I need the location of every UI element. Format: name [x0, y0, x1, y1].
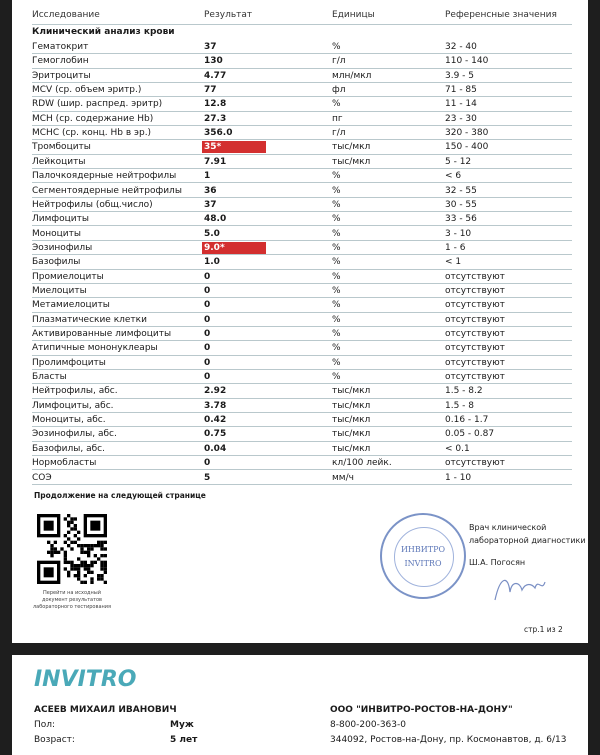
units: %: [332, 271, 341, 282]
qr-module: [100, 561, 103, 564]
sex-value: Муж: [170, 720, 194, 730]
qr-module: [74, 541, 77, 544]
table-row: [32, 442, 572, 456]
qr-module: [70, 541, 73, 544]
units: тыс/мкл: [332, 386, 371, 397]
result-value: 5.0: [204, 228, 220, 239]
units: %: [332, 257, 341, 268]
reference-range: 3 - 10: [445, 228, 472, 239]
qr-module: [104, 567, 107, 570]
test-name: Моноциты: [32, 228, 81, 239]
result-value: 7.91: [204, 156, 227, 167]
reference-range: отсутствуют: [445, 285, 505, 296]
units: пг: [332, 113, 343, 124]
reference-range: отсутствуют: [445, 372, 505, 383]
qr-module: [104, 564, 107, 567]
invitro-logo: INVITRO: [34, 667, 137, 692]
qr-module: [84, 574, 87, 577]
test-name: Лейкоциты: [32, 156, 86, 167]
result-value: 130: [204, 56, 223, 67]
result-value: 0.42: [204, 415, 227, 426]
qr-module: [67, 574, 70, 577]
header-units: Единицы: [332, 10, 375, 20]
qr-module: [70, 561, 73, 564]
test-name: Миелоциты: [32, 285, 87, 296]
qr-module: [50, 554, 53, 557]
qr-module: [47, 551, 50, 554]
qr-module: [70, 547, 73, 550]
units: тыс/мкл: [332, 400, 371, 411]
table-row: [32, 212, 572, 226]
table-row: [32, 241, 572, 255]
result-value: 48.0: [204, 214, 227, 225]
result-value: 5: [204, 472, 211, 483]
qr-module: [84, 561, 87, 564]
reference-range: 1 - 10: [445, 472, 472, 483]
qr-module: [80, 544, 83, 547]
qr-module: [64, 567, 67, 570]
qr-module: [80, 564, 83, 567]
qr-module: [64, 534, 67, 537]
table-row: [32, 126, 572, 140]
qr-module: [77, 571, 80, 574]
table-row: [32, 456, 572, 470]
qr-module: [64, 541, 67, 544]
qr-module: [77, 574, 80, 577]
qr-module: [57, 551, 60, 554]
qr-module: [50, 547, 53, 550]
units: г/л: [332, 128, 346, 139]
stamp-text-ru: ИНВИТРО: [400, 545, 446, 554]
result-value: 0: [204, 285, 211, 296]
test-name: Базофилы: [32, 257, 81, 268]
signature: [490, 572, 550, 606]
reference-range: отсутствуют: [445, 458, 505, 469]
qr-module: [54, 541, 57, 544]
qr-module: [100, 544, 103, 547]
qr-module: [67, 544, 70, 547]
qr-module: [100, 574, 103, 577]
result-value: 37: [204, 42, 217, 52]
units: %: [332, 99, 341, 110]
test-name: Метамиелоциты: [32, 300, 110, 311]
qr-module: [87, 564, 90, 567]
test-name: MCH (ср. содержание Hb): [32, 113, 154, 124]
qr-module: [100, 577, 103, 580]
reference-range: 30 - 55: [445, 199, 477, 210]
result-value: 3.78: [204, 400, 227, 411]
units: %: [332, 343, 341, 354]
qr-module: [50, 544, 53, 547]
header-reference: Референсные значения: [445, 10, 557, 20]
qr-module: [67, 537, 70, 540]
age-label: Возраст:: [34, 735, 75, 745]
qr-module: [87, 554, 90, 557]
qr-module: [100, 564, 103, 567]
table-row: [32, 184, 572, 198]
qr-module: [84, 551, 87, 554]
result-value: 0: [204, 372, 211, 383]
units: фл: [332, 85, 346, 96]
test-name: Атипичные мононуклеары: [32, 343, 158, 354]
test-name: Пролимфоциты: [32, 357, 106, 368]
qr-module: [87, 567, 90, 570]
units: тыс/мкл: [332, 156, 371, 167]
table-row: [32, 169, 572, 183]
units: %: [332, 314, 341, 325]
qr-module: [90, 544, 93, 547]
units: мм/ч: [332, 472, 354, 483]
test-name: Эритроциты: [32, 70, 91, 81]
table-row: [32, 69, 572, 83]
report-page-1: [12, 0, 588, 643]
sex-label: Пол:: [34, 720, 56, 730]
reference-range: 150 - 400: [445, 142, 489, 153]
result-value: 1.0: [204, 257, 220, 268]
qr-module: [67, 531, 70, 534]
table-row: [32, 155, 572, 169]
qr-module: [80, 547, 83, 550]
qr-module: [47, 541, 50, 544]
units: %: [332, 285, 341, 296]
qr-module: [54, 551, 57, 554]
result-value: 35*: [202, 141, 266, 153]
test-name: MCHC (ср. конц. Hb в эр.): [32, 128, 152, 139]
qr-module: [60, 547, 63, 550]
qr-module: [90, 547, 93, 550]
qr-module: [84, 567, 87, 570]
test-name: Эозинофилы, абс.: [32, 429, 117, 440]
units: г/л: [332, 56, 346, 67]
qr-module: [97, 544, 100, 547]
reference-range: 5 - 12: [445, 156, 472, 167]
test-name: Нейтрофилы, абс.: [32, 386, 118, 397]
units: %: [332, 357, 341, 368]
reference-range: 320 - 380: [445, 128, 489, 139]
units: тыс/мкл: [332, 415, 371, 426]
test-name: Промиелоциты: [32, 271, 104, 282]
table-row: [32, 97, 572, 111]
reference-range: 0.05 - 0.87: [445, 429, 495, 440]
reference-range: 23 - 30: [445, 113, 477, 124]
reference-range: 32 - 55: [445, 185, 477, 196]
reference-range: 71 - 85: [445, 85, 477, 96]
qr-module: [104, 541, 107, 544]
qr-module: [104, 571, 107, 574]
result-value: 1: [204, 171, 211, 182]
result-value: 77: [204, 85, 217, 96]
test-name: Нейтрофилы (общ.число): [32, 199, 153, 210]
qr-module: [90, 577, 93, 580]
qr-module: [100, 567, 103, 570]
reference-range: отсутствуют: [445, 271, 505, 282]
qr-module: [77, 564, 80, 567]
section-title: Клинический анализ крови: [32, 27, 175, 37]
qr-module: [74, 517, 77, 520]
test-name: Моноциты, абс.: [32, 415, 106, 426]
table-header: [32, 10, 572, 25]
reference-range: 110 - 140: [445, 56, 489, 67]
qr-module: [77, 577, 80, 580]
qr-module: [74, 564, 77, 567]
units: %: [332, 214, 341, 225]
qr-module: [77, 531, 80, 534]
units: %: [332, 171, 341, 182]
table-row: [32, 298, 572, 312]
result-value: 27.3: [204, 113, 227, 124]
test-name: Палочкоядерные нейтрофилы: [32, 171, 177, 182]
table-row: [32, 83, 572, 97]
test-name: Бласты: [32, 372, 67, 383]
table-row: [32, 284, 572, 298]
reference-range: 32 - 40: [445, 42, 477, 52]
qr-module: [90, 571, 93, 574]
units: %: [332, 42, 341, 52]
continued-note: Продолжение на следующей странице: [34, 491, 206, 500]
qr-module: [84, 564, 87, 567]
test-name: RDW (шир. распред. эритр): [32, 99, 163, 110]
test-name: Плазматические клетки: [32, 314, 147, 325]
reference-range: 33 - 56: [445, 214, 477, 225]
qr-module: [77, 567, 80, 570]
table-row: [32, 384, 572, 398]
result-value: 0: [204, 458, 211, 469]
qr-module: [80, 561, 83, 564]
qr-module: [70, 527, 73, 530]
test-name: Эозинофилы: [32, 242, 93, 253]
reference-range: 11 - 14: [445, 99, 477, 110]
table-row: [32, 54, 572, 68]
qr-module: [80, 581, 83, 584]
qr-module: [97, 557, 100, 560]
report-page-2: [12, 655, 588, 755]
result-value: 36: [204, 185, 217, 196]
address: 344092, Ростов-на-Дону, пр. Космонавтов, д. 6/13: [330, 735, 567, 745]
reference-range: отсутствуют: [445, 343, 505, 354]
qr-module: [90, 561, 93, 564]
units: %: [332, 199, 341, 210]
qr-module: [74, 567, 77, 570]
units: %: [332, 329, 341, 339]
qr-module: [87, 544, 90, 547]
qr-module: [74, 574, 77, 577]
result-value: 9.0*: [202, 242, 266, 254]
test-name: MCV (ср. объем эритр.): [32, 85, 142, 96]
age-value: 5 лет: [170, 735, 198, 745]
doctor-title-2: лабораторной диагностики: [469, 536, 586, 545]
test-name: Активированные лимфоциты: [32, 329, 172, 339]
reference-range: 0.16 - 1.7: [445, 415, 489, 426]
qr-module: [94, 554, 97, 557]
reference-range: 1.5 - 8: [445, 400, 475, 411]
qr-module: [67, 571, 70, 574]
qr-module: [100, 541, 103, 544]
reference-range: отсутствуют: [445, 314, 505, 325]
units: %: [332, 242, 341, 253]
units: кл/100 лейк.: [332, 458, 392, 469]
units: тыс/мкл: [332, 443, 371, 454]
qr-module: [67, 521, 70, 524]
reference-range: отсутствуют: [445, 300, 505, 311]
qr-module: [77, 537, 80, 540]
qr-module: [90, 564, 93, 567]
result-value: 4.77: [204, 70, 227, 81]
test-name: Сегментоядерные нейтрофилы: [32, 185, 182, 196]
qr-module: [64, 517, 67, 520]
lab-stamp: [380, 513, 466, 599]
page-number: стр.1 из 2: [524, 625, 563, 634]
result-value: 0.04: [204, 443, 227, 454]
phone: 8-800-200-363-0: [330, 720, 406, 730]
table-row: [32, 399, 572, 413]
stamp-text-en: INVITRO: [404, 559, 442, 568]
qr-module: [64, 557, 67, 560]
qr-module: [94, 561, 97, 564]
qr-module: [97, 541, 100, 544]
result-value: 37: [204, 199, 217, 210]
units: %: [332, 228, 341, 239]
units: %: [332, 300, 341, 311]
qr-module: [77, 544, 80, 547]
units: %: [332, 185, 341, 196]
result-value: 356.0: [204, 128, 233, 139]
qr-module: [70, 521, 73, 524]
qr-module: [80, 551, 83, 554]
test-name: Базофилы, абс.: [32, 443, 105, 454]
reference-range: отсутствуют: [445, 357, 505, 368]
reference-range: < 0.1: [445, 443, 470, 454]
qr-module: [67, 524, 70, 527]
table-row: [32, 471, 572, 485]
test-name: СОЭ: [32, 472, 52, 483]
result-value: 0: [204, 329, 211, 339]
test-name: Нормобласты: [32, 458, 97, 469]
reference-range: < 1: [445, 257, 462, 268]
qr-module: [74, 534, 77, 537]
table-row: [32, 313, 572, 327]
result-value: 0: [204, 357, 211, 368]
table-row: [32, 40, 572, 54]
qr-module: [70, 567, 73, 570]
qr-module: [90, 581, 93, 584]
qr-module: [100, 554, 103, 557]
table-row: [32, 370, 572, 384]
qr-module: [100, 547, 103, 550]
qr-module: [97, 577, 100, 580]
reference-range: < 6: [445, 171, 462, 182]
qr-module: [97, 574, 100, 577]
result-value: 0.75: [204, 429, 227, 440]
result-value: 0: [204, 343, 211, 354]
qr-module: [70, 517, 73, 520]
table-row: [32, 198, 572, 212]
qr-module: [104, 561, 107, 564]
qr-module: [104, 547, 107, 550]
qr-module: [104, 581, 107, 584]
qr-module: [70, 564, 73, 567]
qr-module: [64, 551, 67, 554]
patient-name: АСЕЕВ МИХАИЛ ИВАНОВИЧ: [34, 705, 177, 715]
qr-module: [84, 544, 87, 547]
table-row: [32, 413, 572, 427]
qr-module: [67, 561, 70, 564]
qr-module: [74, 524, 77, 527]
qr-module: [67, 514, 70, 517]
result-value: 12.8: [204, 99, 227, 110]
qr-module: [104, 554, 107, 557]
qr-module: [84, 581, 87, 584]
test-name: Гемоглобин: [32, 56, 89, 67]
qr-caption: Перейти на исходный документ результатов лабораторного тестирования: [32, 590, 112, 610]
qr-module: [87, 571, 90, 574]
units: млн/мкл: [332, 70, 372, 81]
units: тыс/мкл: [332, 142, 371, 153]
qr-module: [54, 547, 57, 550]
doctor-name: Ш.А. Погосян: [469, 558, 526, 567]
reference-range: 1.5 - 8.2: [445, 386, 483, 397]
units: тыс/мкл: [332, 429, 371, 440]
table-row: [32, 356, 572, 370]
table-row: [32, 255, 572, 269]
qr-code[interactable]: [37, 513, 107, 585]
organization: ООО "ИНВИТРО-РОСТОВ-НА-ДОНУ": [330, 705, 513, 715]
result-value: 0: [204, 314, 211, 325]
header-result: Результат: [204, 10, 253, 20]
table-row: [32, 341, 572, 355]
qr-module: [87, 551, 90, 554]
table-row: [32, 112, 572, 126]
test-name: Тромбоциты: [32, 142, 91, 153]
qr-module: [64, 554, 67, 557]
result-value: 0: [204, 271, 211, 282]
table-row: [32, 140, 572, 154]
qr-module: [50, 551, 53, 554]
qr-module: [87, 547, 90, 550]
qr-module: [74, 527, 77, 530]
table-row: [32, 227, 572, 241]
header-test: Исследование: [32, 10, 100, 20]
result-value: 0: [204, 300, 211, 311]
qr-module: [77, 557, 80, 560]
table-row: [32, 327, 572, 341]
reference-range: 1 - 6: [445, 242, 466, 253]
reference-range: 3.9 - 5: [445, 70, 475, 81]
table-row: [32, 427, 572, 441]
reference-range: отсутствуют: [445, 329, 505, 339]
qr-module: [94, 544, 97, 547]
table-row: [32, 270, 572, 284]
test-name: Лимфоциты: [32, 214, 89, 225]
doctor-title: Врач клинической: [469, 523, 547, 532]
test-name: Лимфоциты, абс.: [32, 400, 114, 411]
test-name: Гематокрит: [32, 42, 89, 52]
result-value: 2.92: [204, 386, 227, 397]
qr-module: [64, 561, 67, 564]
units: %: [332, 372, 341, 383]
